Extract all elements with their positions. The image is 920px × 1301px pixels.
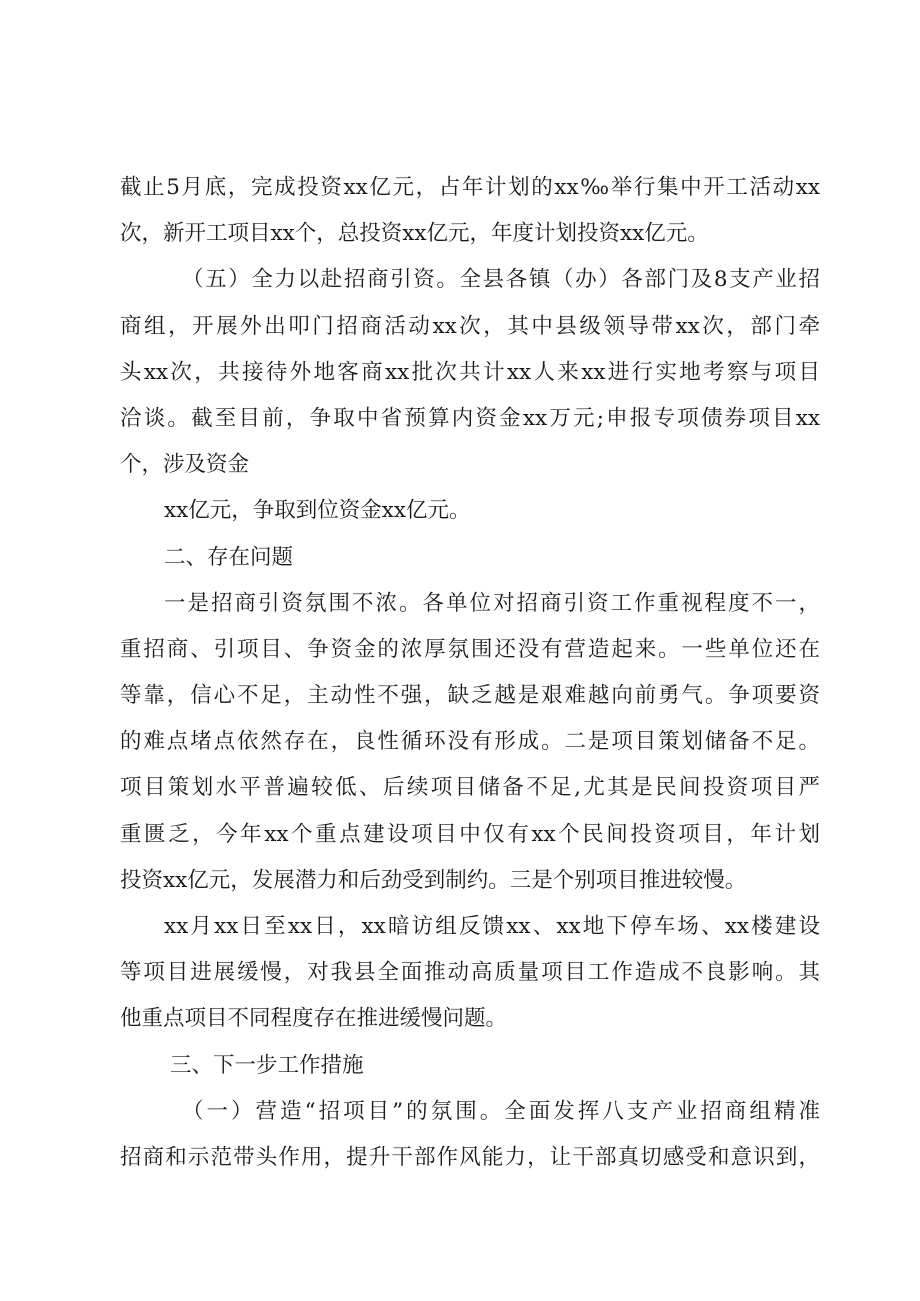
paragraph-line: 次，新开工项目xx个，总投资xx亿元，年度计划投资xx亿元。: [120, 221, 709, 247]
paragraph-line: 个，涉及资金: [120, 452, 250, 478]
paragraph-line: xx亿元，争取到位资金xx亿元。: [164, 498, 471, 524]
paragraph-line: （五）全力以赴招商引资。全县各镇（办）各部门及8支产业招: [182, 267, 820, 293]
section-heading: 三、下一步工作措施: [170, 1052, 364, 1078]
paragraph-line: 等项目进展缓慢，对我县全面推动高质量项目工作造成不良影响。其: [120, 960, 820, 986]
paragraph-line: 一是招商引资氛围不浓。各单位对招商引资工作重视程度不一，: [164, 590, 820, 616]
paragraph-line: xx月xx日至xx日，xx暗访组反馈xx、xx地下停车场、xx楼建设: [164, 914, 820, 939]
paragraph-line: 截止5月底，完成投资xx亿元，占年计划的xx‰举行集中开工活动xx: [120, 175, 820, 200]
paragraph-line: 商组，开展外出叩门招商活动xx次，其中县级领导带xx次，部门牵: [120, 313, 820, 339]
paragraph-line: （一）营造“招项目”的氛围。全面发挥八支产业招商组精准: [182, 1098, 820, 1124]
paragraph-line: 的难点堵点依然存在，良性循环没有形成。二是项目策划储备不足。: [120, 729, 820, 755]
document-page: [120, 165, 820, 1181]
paragraph-line: 他重点项目不同程度存在推进缓慢问题。: [120, 1006, 508, 1032]
paragraph-line: 重招商、引项目、争资金的浓厚氛围还没有营造起来。一些单位还在: [120, 636, 820, 662]
paragraph-line: 投资xx亿元，发展潜力和后劲受到制约。三是个别项目推进较慢。: [120, 867, 747, 893]
section-heading: 二、存在问题: [164, 544, 294, 570]
paragraph-line: 等靠，信心不足，主动性不强，缺乏越是艰难越向前勇气。争项要资: [120, 683, 820, 709]
paragraph-line: 洽谈。截至目前，争取中省预算内资金xx万元;申报专项债券项目xx: [120, 405, 820, 431]
paragraph-line: 头xx次，共接待外地客商xx批次共计xx人来xx进行实地考察与项目: [120, 359, 820, 385]
paragraph-line: 项目策划水平普遍较低、后续项目储备不足,尤其是民间投资项目严: [120, 775, 820, 801]
paragraph-line: 重匮乏，今年xx个重点建设项目中仅有xx个民间投资项目，年计划: [120, 821, 820, 847]
paragraph-line: 招商和示范带头作用，提升干部作风能力，让干部真切感受和意识到，: [120, 1144, 820, 1170]
